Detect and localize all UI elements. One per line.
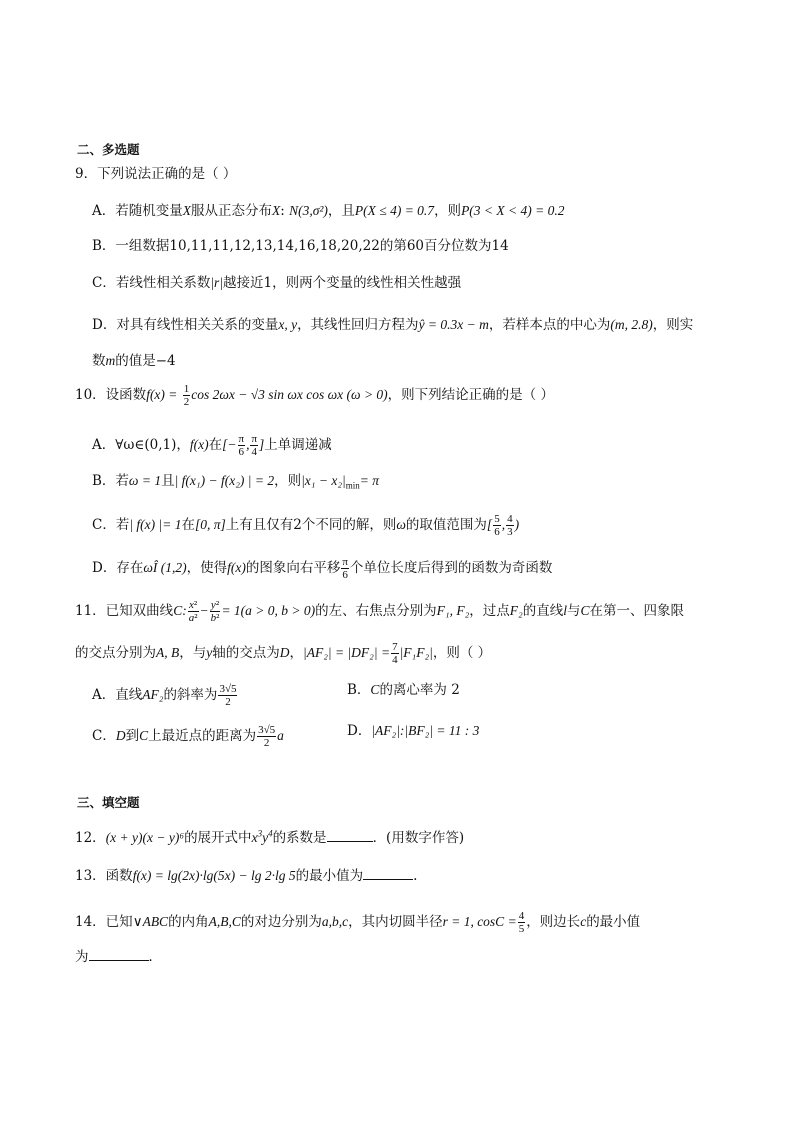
question-9-option-b: B．一组数据10,11,11,12,13,14,16,18,20,22的第60百分位数为14 [92,238,509,254]
answer-blank-14[interactable] [89,948,149,961]
question-11-option-d: D．|AF₂|:|BF₂| = 11 : 3 [347,723,480,739]
question-12: 12．(x + y)(x − y)⁶的展开式中$x^3y^4$的系数是 ．(用数字作答) [75,828,465,846]
answer-blank-12[interactable] [327,829,373,842]
question-9-option-d: D．对具有线性相关关系的变量x, y，其线性回归方程为ŷ = 0.3x − m，若样本点的中心为(m, 2.8)，则实 [92,317,694,333]
question-9-option-a: A．若随机变量X服从正态分布X: N(3,σ²)，且P(X ≤ 4) = 0.7，则P(3 < X < 4) = 0.2 [92,203,565,219]
question-11-stem-cont: 的交点分别为A, B，与y轴的交点为D，|AF₂| = |DF₂| = $\frac{7}{4}$ |F₁F₂|，则（ ） [75,641,492,666]
question-11-stem: 11．已知双曲线C: $\frac{\text{x²}}{\text{a²}}$ − $\frac{\text{y²}}{\text{b²}}$ = 1(a > 0, b > 0)的左、右焦点分别为F₁, F₂，过点F₂的直线l与C在第一、四象限 [75,599,685,624]
var-x: X [182,203,191,218]
question-11-option-b: B．C的离心率为 2 [347,682,460,698]
question-10-option-c: C．若| f(x) |= 1在[0, π]上有且仅有2个不同的解，则ω的取值范围为[ $\frac{5}{6}$ , $\frac{4}{3}$ ) [92,513,520,538]
var-x2: X [272,203,281,218]
question-10-option-a: A．∀ω∈(0,1)，f(x)在[− $\frac{\pi}{6}$ , $\frac{\pi}{4}$ ]上单调递减 [92,433,332,458]
section-title-multi-select: 二、多选题 [77,142,140,157]
question-11-option-a: A．直线AF₂的斜率为 $\frac{3√5}{2}$ [92,683,237,708]
answer-blank-13[interactable] [363,867,413,880]
question-9-stem: 9．下列说法正确的是（ ） [75,166,237,182]
section-title-fill-blank: 三、填空题 [77,795,140,810]
question-11-option-c: C．D到C上最近点的距离为 $\frac{3√5}{2}$ a [92,724,284,749]
question-9-option-d-cont: 数m的值是−4 [92,353,176,369]
question-14-cont: 为 ． [75,949,162,965]
question-13: 13．函数f(x) = lg(2x)·lg(5x) − lg 2·lg 5的最小值为 . [75,868,418,884]
question-14: 14．已知∨ABC的内角A,B,C的对边分别为a,b,c，其内切圆半径r = 1, cosC = $\frac{4}{5}$ ，则边长c的最小值 [75,910,641,935]
fraction-one-half: $\frac{1}{2}$ [183,383,190,408]
question-10-stem: 10．设函数f(x) = $\frac{1}{2}$ cos 2ωx − √3 sin ωx cos ωx (ω > 0)，则下列结论正确的是（ ） [75,383,554,408]
question-10-option-b: B．若ω = 1且| f(x₁) − f(x₂) | = 2，则$|x_1 - x_2|_{min}= \pi$ [92,473,379,491]
question-9-option-c: C．若线性相关系数|r|越接近1，则两个变量的线性相关性越强 [92,275,462,291]
question-10-option-d: D．存在ωÎ (1,2)，使得f(x)的图象向右平移 $\frac{\pi}{6}$ 个单位长度后得到的函数为奇函数 [92,556,553,581]
